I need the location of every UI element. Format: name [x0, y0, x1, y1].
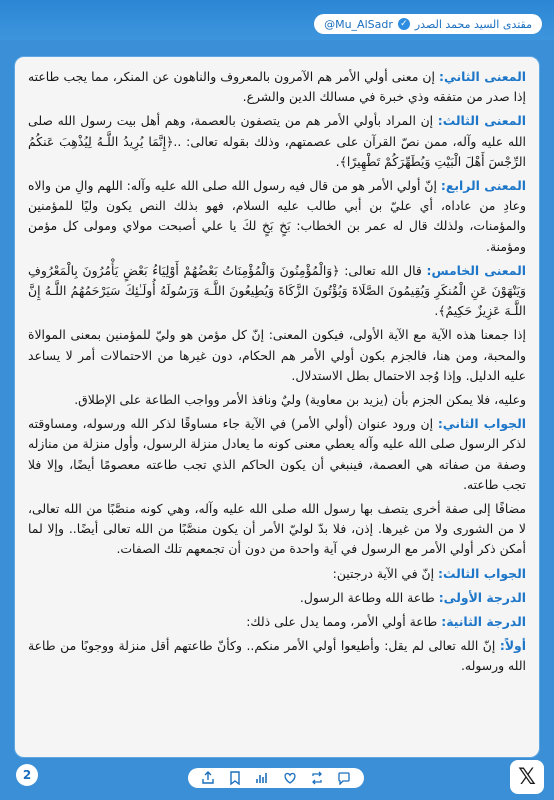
label-degree-2: الدرجة الثانية: [441, 614, 526, 630]
label-meaning-2: المعنى الثاني: [439, 69, 526, 84]
share-icon[interactable] [201, 771, 215, 785]
bookmark-icon[interactable] [228, 771, 242, 785]
paragraph-meaning-3 [28, 111, 526, 172]
text-degree-2: طاعة أولي الأمر، ومما يدل على ذلك: [246, 614, 442, 630]
text-first: إنّ الله تعالى لم يقل: وأطيعوا أولي الأمر منكم.. وكأنّ طاعتهم أقل منزلة ووجوبًا من طاعة الله ورسوله. [28, 638, 526, 674]
author-handle: @Mu_AlSadr [324, 17, 393, 31]
paragraph-meaning-2 [28, 67, 526, 107]
paragraph-meaning-5 [28, 261, 526, 322]
page-number-badge: 2 [16, 764, 38, 786]
paragraph-appointment: مضافًا إلى صفة أخرى يتصف بها رسول الله صلى الله عليه وآله، وهي كونه منصَّبًا من الله تعالى، لا من الشورى ولا من غيرها. إذن، فلا بدّ لوليّ الأمر أن يكون منصَّبًا من الله تعالى أيضًا.. وإلا لما أمكن ذكر أولي الأمر مع الرسول في آية واحدة من دون أن تجمعهم تلك الصفات. [28, 501, 526, 557]
paragraph-conclusion: وعليه، فلا يمكن الجزم بأن (يزيد بن معاوية) وليٌ ونافذ الأمر وواجب الطاعة على الإطلاق. [74, 392, 526, 408]
post-card [14, 56, 540, 758]
label-meaning-5: المعنى الخامس: [426, 262, 527, 278]
text-degree-1: طاعة الله وطاعة الرسول. [299, 589, 439, 605]
repost-icon[interactable] [310, 771, 324, 785]
paragraph-first [28, 636, 526, 676]
text-meaning-2: إن معنى أولي الأمر هم الآمرون بالمعروف والناهون عن المنكر، مما يجب طاعته إذا صدر من متفقه وذي خبرة في مسالك الدين والشرع. [28, 69, 526, 105]
paragraph-meaning-4 [28, 176, 526, 257]
paragraph-degree-2 [28, 612, 526, 632]
paragraph-answer-2 [28, 414, 526, 495]
text-answer-2: إن ورود عنوان (أولي الأمر) في الآية جاء مساوقًا لذكر الله ورسوله، ومساوقته لذكر الرسول صلى الله عليه وآله يعطي معنى كونه ما يعادل منزلة الرسول، وأول منزلة من منازله وصفة من صفاته هي العصمة، فينبغي أن يكون الحاكم الذي تجب طاعته معصومًا أيضًا، وإلا فلا تجب طاعته. [28, 416, 526, 492]
text-meaning-3: إن المراد بأولي الأمر هم من يتصفون بالعصمة، وهم أهل بيت رسول الله صلى الله عليه وآله، ممن نصّ القرآن على عصمتهم، وذلك بقوله تعالى: ..﴿إِنَّمَا يُرِيدُ اللَّـهُ لِيُذْهِبَ عَنكُمُ الرِّجْسَ أَهْلَ الْبَيْتِ وَيُطَهِّرَكُمْ تَطْهِيرًا﴾. [28, 113, 526, 169]
paragraph-degree-1 [28, 588, 526, 608]
paragraph-combining-verses: إذا جمعنا هذه الآية مع الآية الأولى، فيكون المعنى: إنّ كل مؤمن هو وليّ للمؤمنين بمعنى الموالاة والمحبة، ومن هنا، فالجزم بكون أولي الأمر هم الحكام، دون غيرها من الاحتمالات أمر لا يساعد عليه الدليل. وإذا وُجد الاحتمال بطل الاستدلال. [28, 327, 526, 383]
reply-icon[interactable] [337, 771, 351, 785]
x-logo-icon: 𝕏 [510, 760, 544, 794]
like-icon[interactable] [283, 771, 297, 785]
text-meaning-5: قال الله تعالى: ﴿وَالْمُؤْمِنُونَ وَالْمُؤْمِنَاتُ بَعْضُهُمْ أَوْلِيَاءُ بَعْضٍ يَأْمُرُونَ بِالْمَعْرُوفِ وَيَنْهَوْنَ عَنِ الْمُنكَرِ وَيُقِيمُونَ الصَّلَاةَ وَيُؤْتُونَ الزَّكَاةَ وَيُطِيعُونَ اللَّـهَ وَرَسُولَهُ أُولَـٰئِكَ سَيَرْحَمُهُمُ اللَّـهُ إِنَّ اللَّـهَ عَزِيزٌ حَكِيمٌ﴾. [28, 262, 526, 319]
verified-icon: ✓ [398, 18, 410, 30]
label-meaning-3: المعنى الثالث: [437, 113, 526, 129]
top-bar [0, 0, 554, 40]
author-name: مقتدى السيد محمد الصدر [414, 17, 532, 31]
paragraph-answer-3 [28, 564, 526, 584]
views-icon[interactable] [255, 771, 269, 785]
decorative-side-pattern [0, 56, 10, 758]
label-meaning-4: المعنى الرابع: [440, 178, 526, 194]
label-degree-1: الدرجة الأولى: [438, 589, 526, 605]
bottom-bar [0, 758, 554, 800]
label-first: أولاً: [499, 638, 526, 654]
text-meaning-4: إنّ أولي الأمر هو من قال فيه رسول الله صلى الله عليه وآله: اللهم والِ من والاه وعادِ من عاداه، أي عليّ بن أبي طالب عليه السلام، فهو بذلك النص يكون وليًا للمؤمنين والمؤمنات، ولذلك قال له عمر بن الخطاب: بَخٍ بَخٍ لكَ يا علي أصبحت مولاي ومولى كل مؤمن ومؤمنة. [28, 178, 526, 254]
action-bar [188, 768, 364, 788]
text-answer-3: إنّ في الآية درجتين: [332, 565, 439, 581]
label-answer-2: الجواب الثاني: [437, 416, 526, 432]
label-answer-3: الجواب الثالث: [438, 565, 526, 581]
header-author-pill[interactable] [314, 14, 542, 34]
